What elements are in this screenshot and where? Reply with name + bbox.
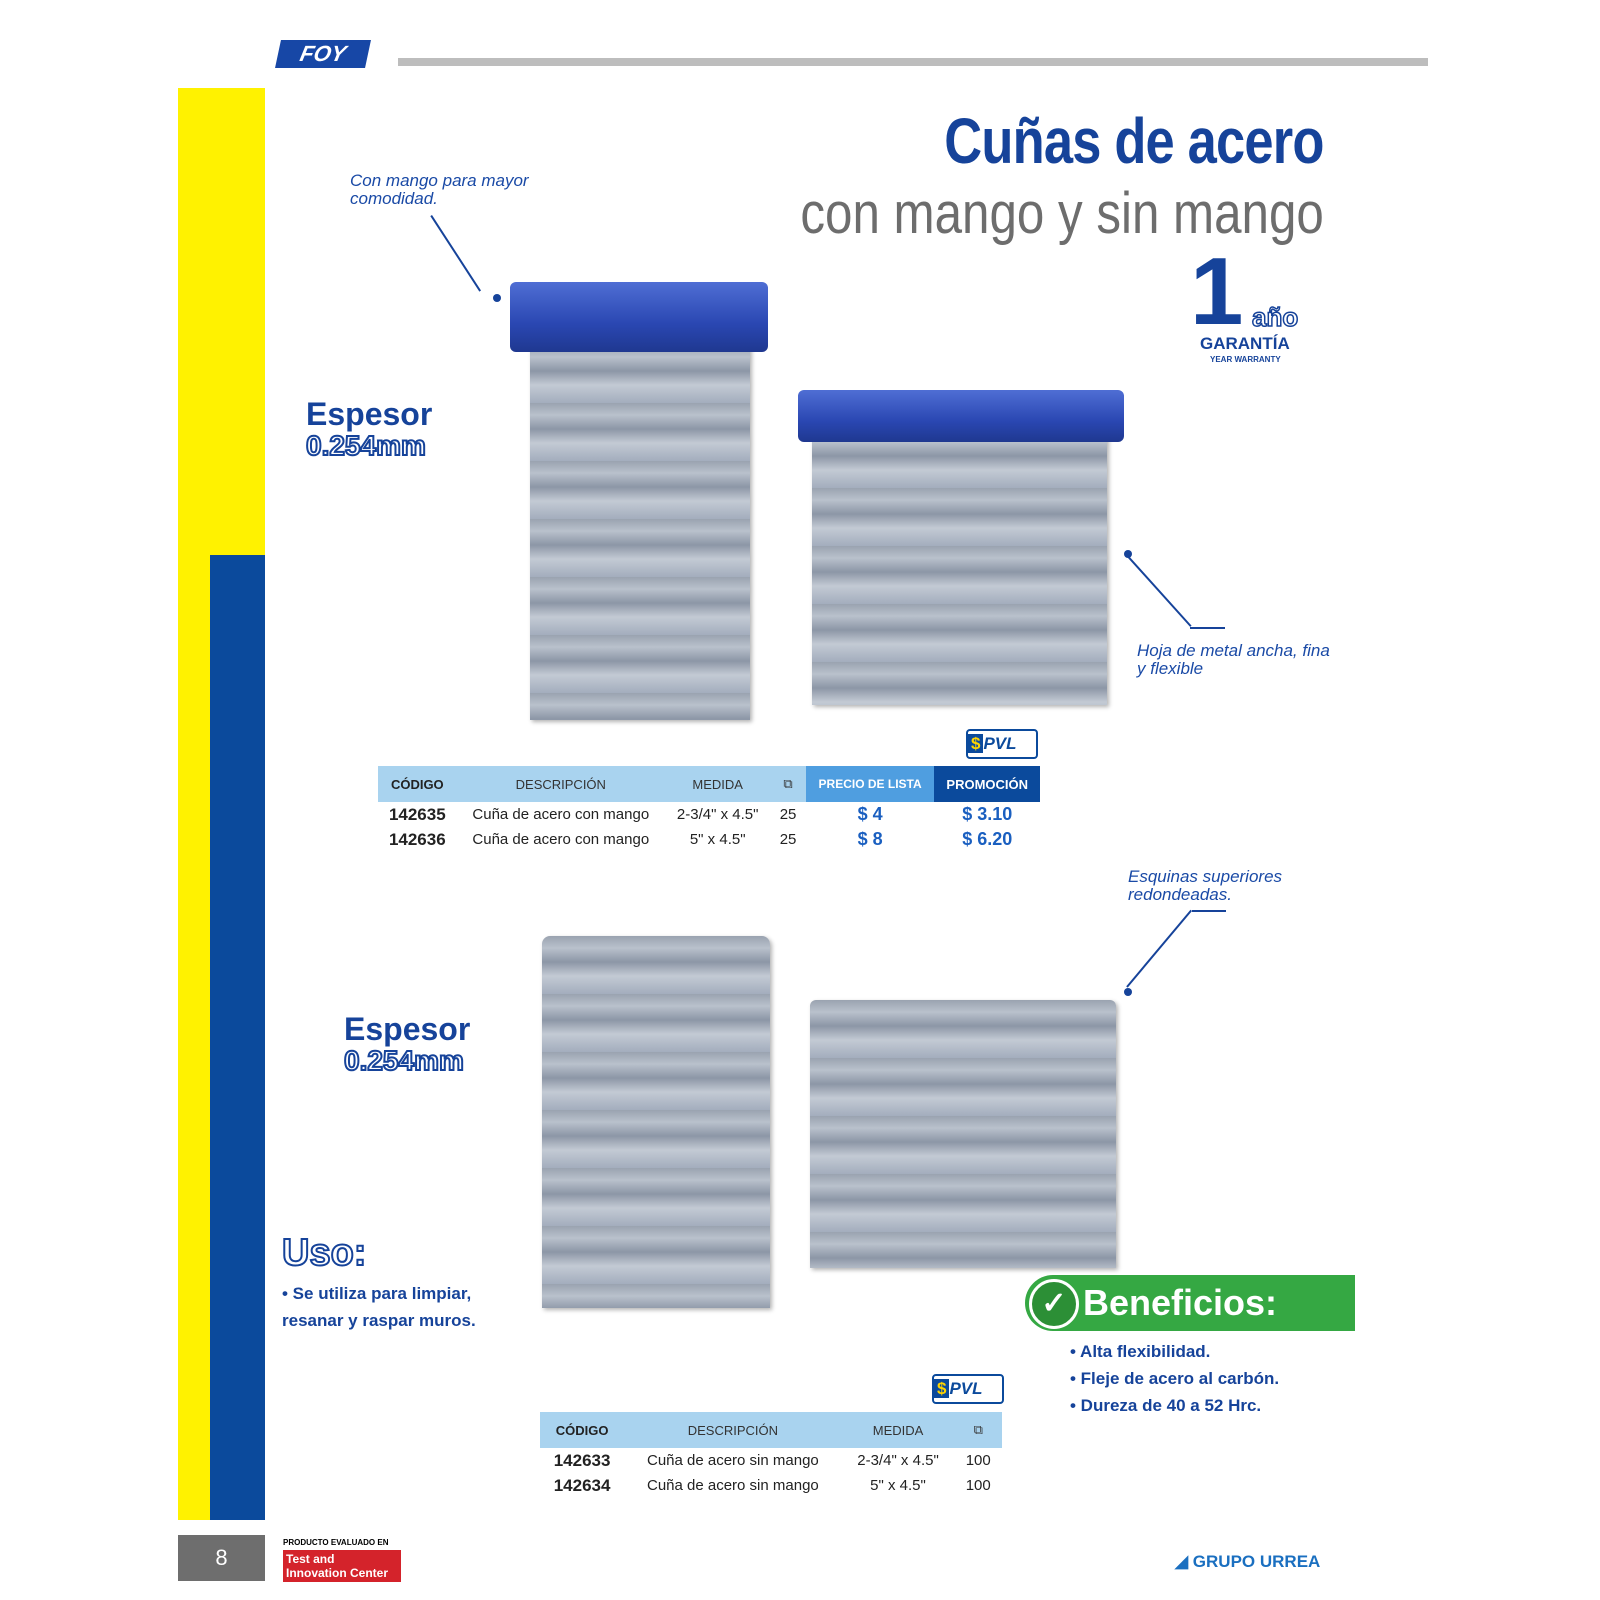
cell-size: 5" x 4.5"	[689, 831, 746, 848]
pvl-label: PVL	[983, 734, 1017, 753]
box-icon: ⧉	[770, 766, 805, 802]
table-row	[378, 802, 1040, 827]
cell-code: 142635	[388, 804, 446, 824]
beneficio-item: • Dureza de 40 a 52 Hrc.	[1070, 1396, 1262, 1415]
blade-image-large-handle	[812, 430, 1107, 705]
header-rule	[398, 58, 1428, 66]
dollar-icon: $	[968, 734, 983, 753]
col-precio-lista: PRECIO DE LISTA	[806, 766, 935, 802]
col-promocion: PROMOCIÓN	[934, 766, 1040, 802]
beneficios-list	[1070, 1338, 1279, 1419]
table-row	[540, 1473, 1002, 1498]
cell-promo-price: $ 6.20	[962, 829, 1013, 849]
uso-text: • Se utiliza para limpiar, resanar y raspar muros.	[282, 1284, 476, 1330]
product-table-no-handle	[540, 1412, 1002, 1498]
box-icon: ⧉	[954, 1412, 1002, 1448]
espesor-label: Espesor	[344, 1011, 471, 1047]
cell-desc: Cuña de acero sin mango	[646, 1477, 819, 1494]
col-medida: MEDIDA	[665, 766, 770, 802]
cell-size: 2-3/4" x 4.5"	[857, 1452, 939, 1469]
espesor-value: 0.254mm	[306, 430, 426, 461]
grupo-urrea-logo	[1175, 1552, 1320, 1572]
product-table-with-handle	[378, 766, 1040, 852]
col-codigo: CÓDIGO	[540, 1412, 624, 1448]
callout-dot	[493, 294, 501, 302]
table-row	[540, 1448, 1002, 1473]
blue-sidebar-band	[210, 555, 265, 1520]
callout-corners: Esquinas superiores redondeadas.	[1128, 867, 1283, 904]
cell-qty: 100	[965, 1477, 991, 1494]
cell-size: 2-3/4" x 4.5"	[676, 806, 759, 823]
espesor-value: 0.254mm	[344, 1045, 464, 1076]
callout-blade: Hoja de metal ancha, fina y flexible	[1137, 641, 1330, 678]
pvl-badge	[932, 1374, 1004, 1404]
callout-line	[430, 215, 481, 292]
pvl-label: PVL	[949, 1379, 983, 1398]
cell-size: 5" x 4.5"	[870, 1477, 926, 1494]
cell-qty: 100	[965, 1452, 991, 1469]
page-number: 8	[178, 1535, 265, 1581]
callout-line	[1192, 910, 1226, 912]
cell-desc: Cuña de acero sin mango	[646, 1452, 819, 1469]
cell-list-price: $ 4	[857, 804, 883, 824]
cell-desc: Cuña de acero con mango	[472, 806, 650, 823]
callout-line	[1127, 555, 1192, 627]
beneficio-item: • Fleje de acero al carbón.	[1070, 1369, 1280, 1388]
warranty-unit: año	[1252, 302, 1299, 332]
beneficios-banner	[1025, 1275, 1355, 1331]
cell-desc: Cuña de acero con mango	[472, 831, 650, 848]
blade-image-large-no-handle	[810, 1000, 1116, 1268]
company-name: GRUPO URREA	[1192, 1552, 1321, 1571]
col-medida: MEDIDA	[842, 1412, 955, 1448]
col-descripcion: DESCRIPCIÓN	[624, 1412, 841, 1448]
page-subtitle: con mango y sin mango	[800, 181, 1324, 246]
espesor-bottom	[344, 1013, 470, 1077]
col-descripcion: DESCRIPCIÓN	[457, 766, 665, 802]
cell-code: 142633	[553, 1450, 611, 1470]
blade-image-small-handle	[530, 345, 750, 720]
page-title: Cuñas de acero	[944, 105, 1324, 177]
urrea-icon: ◢	[1175, 1552, 1193, 1571]
table-row	[378, 827, 1040, 852]
cell-qty: 25	[779, 806, 797, 823]
beneficio-item: • Alta flexibilidad.	[1070, 1342, 1211, 1361]
handle-image-small	[510, 282, 768, 352]
cell-promo-price: $ 3.10	[962, 804, 1013, 824]
espesor-label: Espesor	[306, 396, 433, 432]
cell-qty: 25	[779, 831, 797, 848]
callout-line	[1126, 910, 1192, 988]
cell-code: 142636	[388, 829, 446, 849]
tic-name: Test and Innovation Center	[283, 1550, 401, 1582]
tic-label: PRODUCTO EVALUADO EN	[283, 1538, 389, 1547]
col-codigo: CÓDIGO	[378, 766, 457, 802]
cell-code: 142634	[553, 1475, 611, 1495]
warranty-label-en: YEAR WARRANTY	[1210, 355, 1281, 364]
blade-image-small-no-handle	[542, 936, 770, 1308]
dollar-icon: $	[934, 1379, 949, 1398]
beneficios-title: Beneficios:	[1083, 1282, 1278, 1323]
espesor-top	[306, 398, 432, 462]
warranty-badge	[1190, 238, 1320, 368]
cell-list-price: $ 8	[857, 829, 883, 849]
callout-dot	[1124, 988, 1132, 996]
warranty-number: 1	[1190, 238, 1244, 345]
handle-image-large	[798, 390, 1124, 442]
uso-title: Uso:	[282, 1232, 367, 1274]
tic-logo	[283, 1538, 401, 1582]
pvl-badge	[966, 729, 1038, 759]
callout-handle: Con mango para mayor comodidad.	[350, 171, 529, 208]
callout-line	[1190, 627, 1225, 629]
warranty-label: GARANTÍA	[1200, 334, 1290, 353]
checkmark-icon: ✓	[1029, 1279, 1079, 1329]
foy-logo: FOY	[275, 40, 371, 68]
